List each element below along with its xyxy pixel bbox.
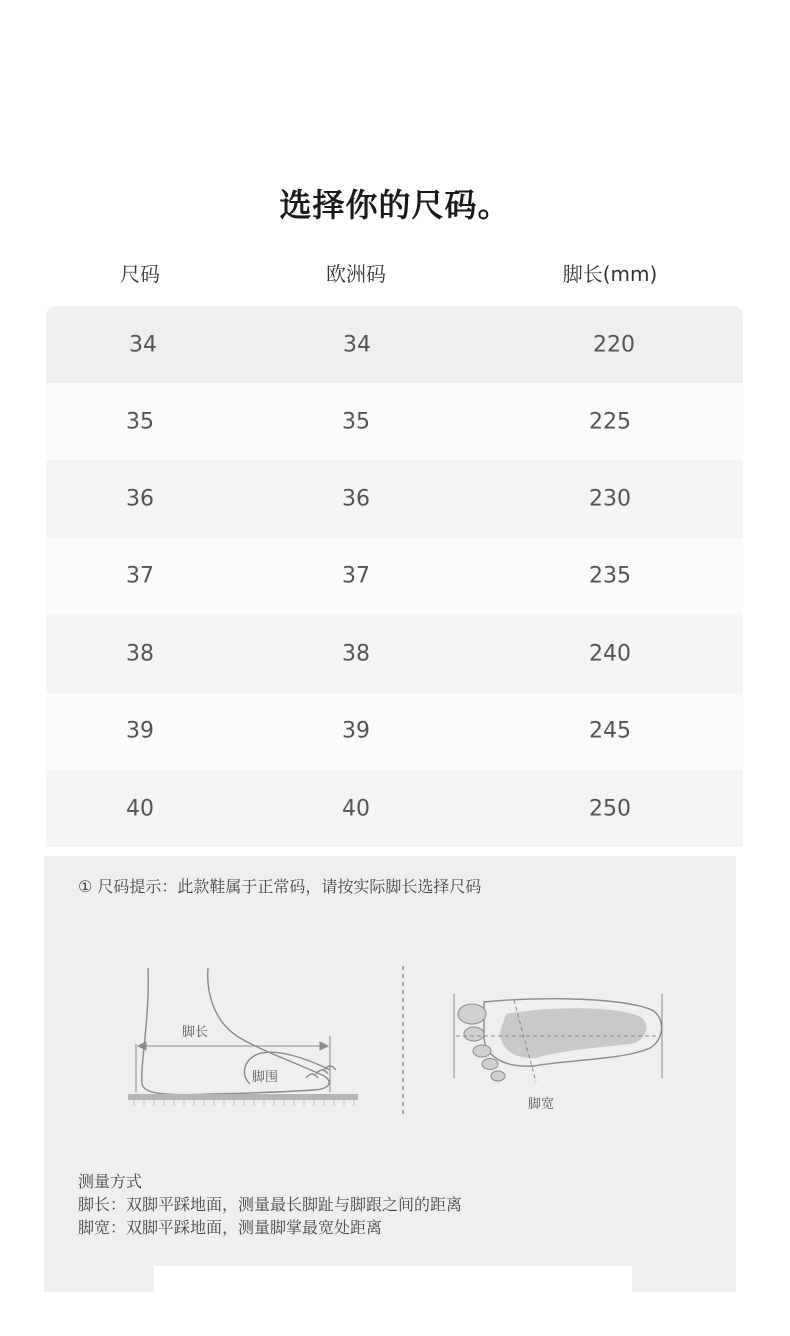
table-row[interactable] bbox=[46, 693, 743, 770]
size-table bbox=[46, 306, 743, 847]
size-cell: 37 bbox=[126, 563, 154, 589]
foot-girth-label: 脚围 bbox=[252, 1070, 279, 1085]
size-cell: 40 bbox=[126, 796, 154, 822]
measurement-method bbox=[78, 1170, 462, 1239]
table-row[interactable] bbox=[46, 460, 743, 537]
eu-size-cell: 35 bbox=[342, 409, 370, 435]
size-tip: ① 尺码提示：此款鞋属于正常码，请按实际脚长选择尺码 bbox=[78, 877, 482, 896]
top-foot-illustration bbox=[458, 999, 662, 1081]
measurement-guide-panel bbox=[44, 856, 736, 1292]
table-row[interactable] bbox=[46, 306, 743, 383]
header-eu-size: 欧洲码 bbox=[326, 262, 386, 286]
foot-width-label: 脚宽 bbox=[528, 1097, 555, 1112]
eu-size-cell: 40 bbox=[342, 796, 370, 822]
size-cell: 39 bbox=[126, 718, 154, 744]
measure-heading: 测量方式 bbox=[78, 1172, 143, 1191]
table-row[interactable] bbox=[46, 538, 743, 615]
eu-size-cell: 38 bbox=[342, 641, 370, 667]
measure-width: 脚宽：双脚平踩地面，测量脚掌最宽处距离 bbox=[78, 1218, 383, 1237]
measure-length: 脚长：双脚平踩地面，测量最长脚趾与脚跟之间的距离 bbox=[78, 1195, 463, 1214]
bottom-white-bar bbox=[154, 1266, 632, 1292]
foot-length-cell: 235 bbox=[589, 563, 631, 589]
size-cell: 38 bbox=[126, 641, 154, 667]
foot-measurement-diagram bbox=[44, 956, 736, 1156]
foot-length-arrow bbox=[136, 1036, 330, 1092]
header-size: 尺码 bbox=[120, 262, 160, 286]
page-title: 选择你的尺码。 bbox=[279, 186, 511, 224]
eu-size-cell: 37 bbox=[342, 563, 370, 589]
eu-size-cell: 39 bbox=[342, 718, 370, 744]
ground-ticks bbox=[134, 1100, 354, 1106]
ground-bar bbox=[128, 1094, 358, 1100]
foot-length-cell: 240 bbox=[589, 641, 631, 667]
size-cell: 34 bbox=[129, 332, 157, 357]
foot-length-cell: 245 bbox=[589, 718, 631, 744]
size-cell: 36 bbox=[126, 486, 154, 512]
table-row[interactable] bbox=[46, 383, 743, 460]
foot-length-label: 脚长 bbox=[182, 1025, 209, 1040]
foot-length-cell: 220 bbox=[593, 332, 635, 357]
side-foot-illustration bbox=[142, 968, 336, 1095]
table-row[interactable] bbox=[46, 770, 743, 847]
foot-length-cell: 250 bbox=[589, 796, 631, 822]
header-foot-length: 脚长(mm) bbox=[562, 262, 658, 286]
foot-length-cell: 225 bbox=[589, 409, 631, 435]
eu-size-cell: 34 bbox=[343, 332, 371, 357]
size-cell: 35 bbox=[126, 409, 154, 435]
eu-size-cell: 36 bbox=[342, 486, 370, 512]
size-table-header bbox=[0, 258, 790, 284]
table-row[interactable] bbox=[46, 615, 743, 692]
foot-length-cell: 230 bbox=[589, 486, 631, 512]
